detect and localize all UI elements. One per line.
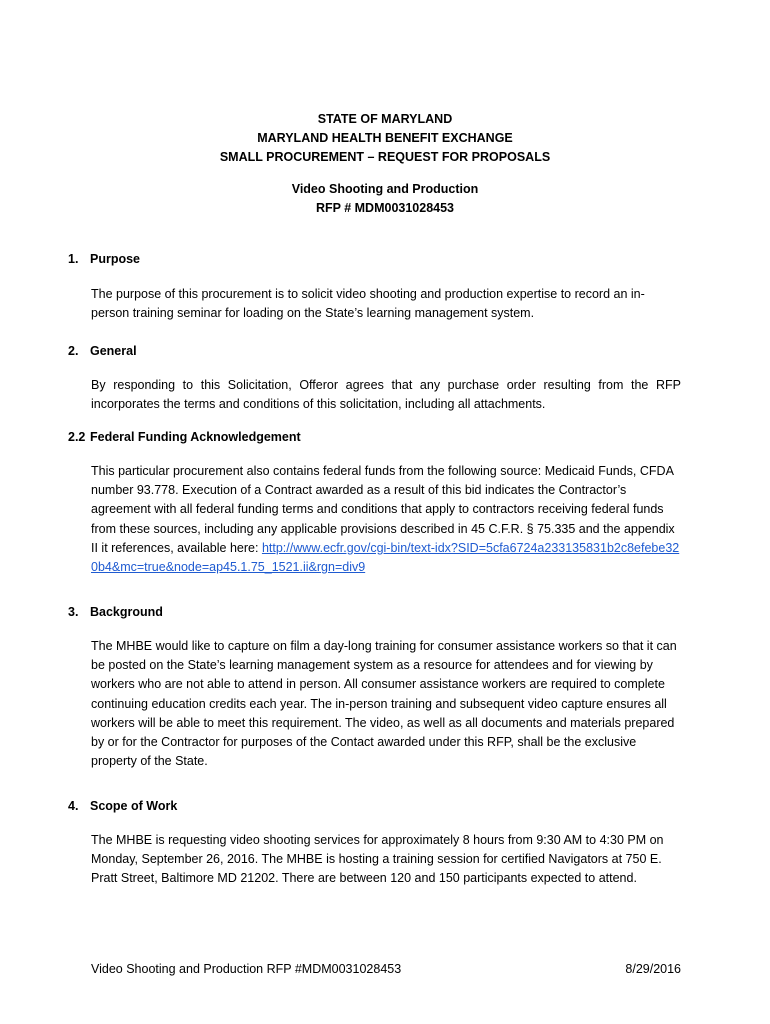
section-heading-scope xyxy=(68,797,177,815)
section-title: Federal Funding Acknowledgement xyxy=(90,430,301,444)
ecfr-link[interactable]: http://www.ecfr.gov/cgi-bin/text-idx?SID=5cfa6724a233135831b2c8efebe320b4&mc=true&node=ap45.1.75_1521.ii&rgn=div9 xyxy=(91,540,680,575)
section-text-background: The MHBE would like to capture on film a day-long training for consumer assistance workers so that it can be posted on the State’s learning management system as a resource for attendees and for viewing by workers who are not able to attend in person. All consumer assistance workers are required to complete continuing education credits each year. The in-person training and subsequent video capture ensures all workers will be able to meet this requirement. The video, as well as all documents and materials prepared by or for the Contractor for purposes of the Contact awarded under this RFP, shall be the exclusive property of the State. xyxy=(91,639,677,769)
header-state: STATE OF MARYLAND xyxy=(317,112,453,126)
section-number: 3. xyxy=(68,605,79,619)
rfp-number: RFP # MDM0031028453 xyxy=(315,201,455,215)
header-agency: MARYLAND HEALTH BENEFIT EXCHANGE xyxy=(257,131,513,145)
section-heading-background xyxy=(68,603,163,621)
project-header xyxy=(0,180,770,218)
project-title: Video Shooting and Production xyxy=(291,182,479,196)
section-text-federal-funding xyxy=(91,462,681,577)
section-text-purpose: The purpose of this procurement is to solicit video shooting and production expertise to record an in-person training seminar for loading on the State’s learning management system. xyxy=(91,287,645,321)
section-heading-general xyxy=(68,342,137,360)
document-header xyxy=(0,110,770,167)
page-footer xyxy=(91,960,681,978)
footer-document-title: Video Shooting and Production RFP #MDM0031028453 xyxy=(91,962,402,976)
federal-funding-text: This particular procurement also contains federal funds from the following source: Medicaid Funds, CFDA number 93.778. Execution of a Contract awarded as a result of this bid indicates the Contractor’s agreement with all federal funding terms and conditions that apply to contractors receiving federal funds from these sources, including any applicable provisions described in 45 C.F.R. § 75.335 and the appendix II it references, available here: xyxy=(91,464,675,555)
section-number: 1. xyxy=(68,252,79,266)
section-number: 2. xyxy=(68,344,79,358)
section-text-scope: The MHBE is requesting video shooting services for approximately 8 hours from 9:30 AM to 4:30 PM on Monday, September 26, 2016. The MHBE is hosting a training session for certified Navigators at 750 E. Pratt Street, Baltimore MD 21202. There are between 120 and 150 participants expected to attend. xyxy=(91,833,664,886)
section-title: Scope of Work xyxy=(90,799,178,813)
section-text-general: By responding to this Solicitation, Offeror agrees that any purchase order resulting from the RFP incorporates the terms and conditions of this solicitation, including all attachments. xyxy=(91,378,681,412)
section-number: 2.2 xyxy=(68,430,86,444)
section-title: General xyxy=(90,344,137,358)
footer-date: 8/29/2016 xyxy=(625,962,681,976)
section-number: 4. xyxy=(68,799,79,813)
section-title: Purpose xyxy=(90,252,141,266)
header-procurement-type: SMALL PROCUREMENT – REQUEST FOR PROPOSALS xyxy=(219,150,551,164)
section-heading-federal-funding xyxy=(68,428,301,446)
section-title: Background xyxy=(90,605,163,619)
section-heading-purpose xyxy=(68,250,140,268)
